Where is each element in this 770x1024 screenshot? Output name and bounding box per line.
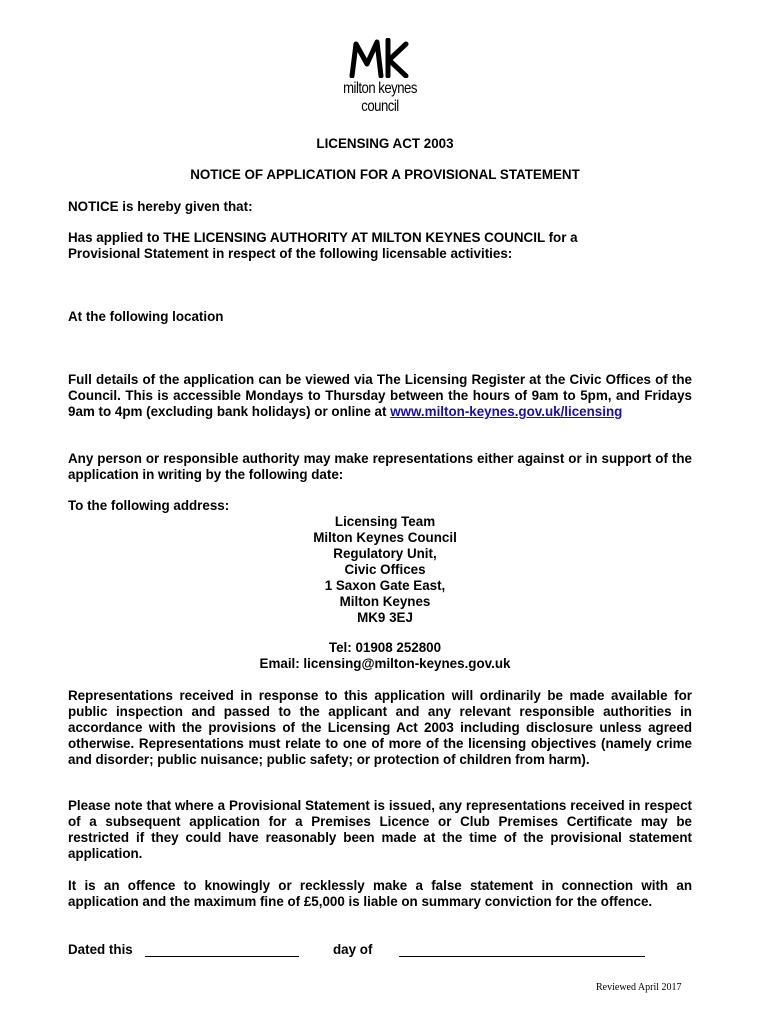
address-line: MK9 3EJ [357, 610, 413, 625]
representations-intro: Any person or responsible authority may make representations either against or in support of the application in writing by the following date: [68, 451, 692, 482]
reviewed-date: Reviewed April 2017 [596, 982, 682, 993]
details-paragraph [68, 372, 692, 420]
address-line: Milton Keynes Council [313, 530, 457, 545]
notice-title: NOTICE OF APPLICATION FOR A PROVISIONAL STATEMENT [190, 167, 580, 182]
applied-line-2: Provisional Statement in respect of the following licensable activities: [68, 246, 513, 261]
applied-line-1: Has applied to THE LICENSING AUTHORITY AT MILTON KEYNES COUNCIL for a [68, 230, 578, 245]
email: Email: licensing@milton-keynes.gov.uk [259, 656, 511, 671]
act-title: LICENSING ACT 2003 [316, 136, 454, 151]
day-of-label: day of [333, 942, 373, 957]
address-label: To the following address: [68, 498, 230, 513]
representations-received: Representations received in response to this application will ordinarily be made available for public inspection and passed to the applicant and any relevant responsible authorities in accordance with the provisions of the Licensing Act 2003 including disclosure unless agreed otherwise. Representations must relate to one of more of the licensing objectives (namely crime and disorder; public nuisance; public safety; or protection of children from harm). [68, 688, 692, 767]
please-note: Please note that where a Provisional Statement is issued, any representations received in respect of a subsequent application for a Premises Licence or Club Premises Certificate may be restricted if they could have reasonably been made at the time of the provisional statement application. [68, 798, 692, 861]
mk-logo-icon [348, 38, 410, 78]
licensing-link[interactable]: www.milton-keynes.gov.uk/licensing [390, 404, 623, 419]
offence-notice: It is an offence to knowingly or recklessly make a false statement in connection with an application and the maximum fine of £5,000 is liable on summary conviction for the offence. [68, 878, 692, 909]
logo-text: milton keynes council [343, 80, 417, 115]
dated-label: Dated this [68, 942, 133, 957]
address-line: 1 Saxon Gate East, [324, 578, 446, 593]
council-logo [318, 38, 442, 115]
address-line: Regulatory Unit, [333, 546, 437, 561]
day-of-blank[interactable] [399, 944, 645, 957]
address-block [0, 514, 770, 626]
address-line: Milton Keynes [339, 594, 431, 609]
tel: Tel: 01908 252800 [328, 640, 442, 655]
address-line: Licensing Team [334, 514, 436, 529]
location-label: At the following location [68, 309, 224, 324]
address-line: Civic Offices [344, 562, 426, 577]
details-text: Full details of the application can be viewed via The Licensing Register at the Civic Offices of the Council. This is accessible Mondays to Thursday between the hours of 9am to 5pm, and Fridays 9am to 4pm (excluding bank holidays) or online at [68, 372, 692, 419]
dated-blank[interactable] [145, 944, 299, 957]
notice-given: NOTICE is hereby given that: [68, 199, 253, 214]
